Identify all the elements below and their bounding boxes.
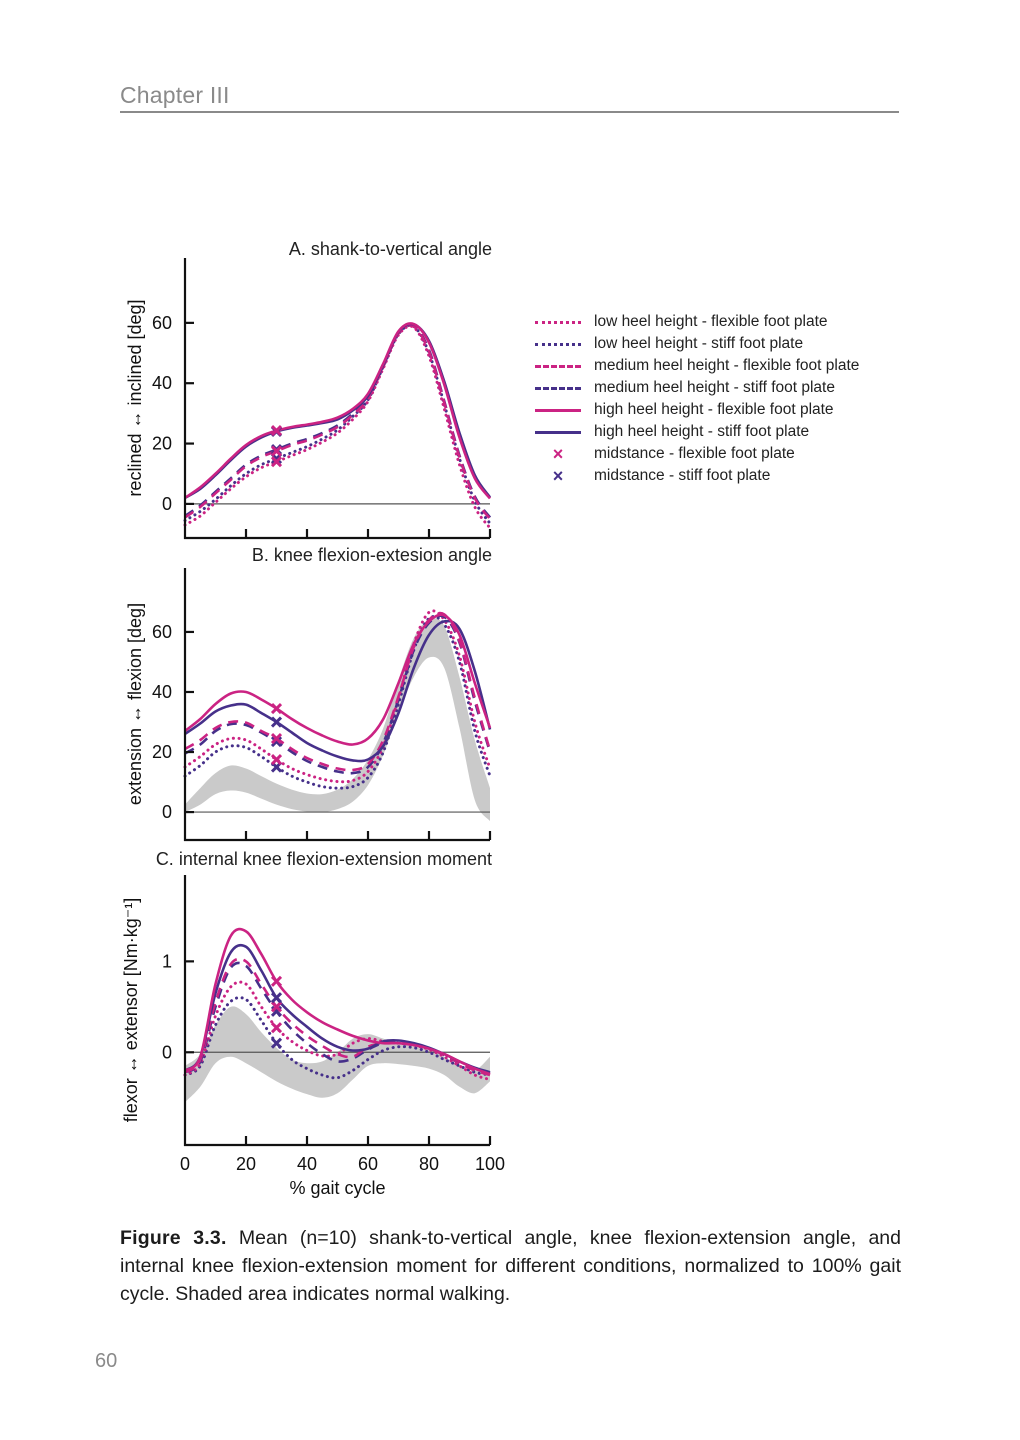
figure-caption-body: Mean (n=10) shank-to-vertical angle, knee flexion-extension angle, and internal knee flexion-extension moment for different conditions, normalized to 100% gait cycle. Shaded area indicates normal walking.: [120, 1226, 901, 1305]
x-axis-title: % gait cycle: [289, 1178, 386, 1198]
legend-label: midstance - flexible foot plate: [594, 445, 795, 462]
figure-caption-label: Figure 3.3.: [120, 1226, 227, 1249]
y-tick-label: 0: [161, 493, 172, 514]
midstance-marker: [272, 1039, 281, 1048]
x-tick-label: 40: [296, 1154, 318, 1174]
y-tick-label: 0: [161, 1042, 172, 1063]
legend-item-medium-flexible: [535, 355, 915, 377]
chapter-header: Chapter III: [120, 82, 230, 108]
y-tick-label: 20: [151, 433, 172, 454]
midstance-marker: [272, 704, 281, 713]
dotted-line-icon: [535, 321, 581, 324]
legend-label: high heel height - stiff foot plate: [594, 423, 810, 440]
chart-title: C. internal knee flexion-extension moment: [155, 849, 492, 869]
midstance-marker: [272, 718, 281, 727]
legend-label: low heel height - stiff foot plate: [594, 335, 804, 352]
legend-label: low heel height - flexible foot plate: [594, 313, 828, 330]
y-axis-title: flexor ↔ extensor [Nm·kg⁻¹]: [121, 897, 141, 1123]
solid-line-icon: [535, 431, 581, 434]
legend-label: medium heel height - stiff foot plate: [594, 379, 835, 396]
chart-panel-A: [125, 239, 492, 539]
legend-label: midstance - stiff foot plate: [594, 467, 771, 484]
legend-item-low-stiff: [535, 333, 915, 355]
x-tick-label: 0: [179, 1154, 191, 1174]
chart-panel-C: [121, 849, 505, 1198]
x-marker-icon: ×: [552, 444, 564, 464]
y-axis-title: extension ↔ flexion [deg]: [125, 602, 145, 806]
dashed-line-icon: [535, 387, 581, 390]
x-tick-label: 60: [357, 1154, 379, 1174]
midstance-marker: [272, 977, 281, 986]
y-tick-label: 60: [151, 621, 172, 642]
legend-label: high heel height - flexible foot plate: [594, 401, 834, 418]
series-low-heel-height-stiff-foot-plate: [185, 325, 490, 523]
chart-panel-B: [125, 545, 492, 841]
legend-item-high-stiff: [535, 421, 915, 443]
y-tick-label: 20: [151, 742, 172, 763]
series-medium-heel-height-stiff-foot-plate: [185, 325, 490, 518]
page-number: 60: [95, 1350, 118, 1372]
figure-legend: [535, 311, 915, 487]
x-marker-icon: ×: [552, 466, 564, 486]
dashed-line-icon: [535, 365, 581, 368]
y-tick-label: 0: [161, 802, 172, 823]
y-axis-title: reclined ↔ inclined [deg]: [125, 299, 145, 497]
legend-item-medium-stiff: [535, 377, 915, 399]
solid-line-icon: [535, 409, 581, 412]
normal-walking-band: [185, 618, 490, 821]
figure-caption: [120, 1224, 901, 1308]
y-tick-label: 60: [151, 312, 172, 333]
midstance-marker: [272, 1023, 281, 1032]
axes: [184, 258, 490, 539]
dotted-line-icon: [535, 343, 581, 346]
midstance-marker: [272, 993, 281, 1002]
y-tick-label: 40: [151, 681, 172, 702]
x-tick-label: 80: [418, 1154, 440, 1174]
midstance-marker: [272, 755, 281, 764]
x-tick-label: 20: [235, 1154, 257, 1174]
legend-item-midstance-stiff: [535, 465, 915, 487]
legend-item-high-flexible: [535, 399, 915, 421]
y-tick-label: 1: [161, 951, 172, 972]
y-tick-label: 40: [151, 373, 172, 394]
legend-item-low-flexible: [535, 311, 915, 333]
x-tick-label: 100: [474, 1154, 506, 1174]
legend-item-midstance-flexible: [535, 443, 915, 465]
chart-title: A. shank-to-vertical angle: [288, 239, 492, 259]
legend-label: medium heel height - flexible foot plate: [594, 357, 860, 374]
chart-title: B. knee flexion-extesion angle: [251, 545, 492, 565]
